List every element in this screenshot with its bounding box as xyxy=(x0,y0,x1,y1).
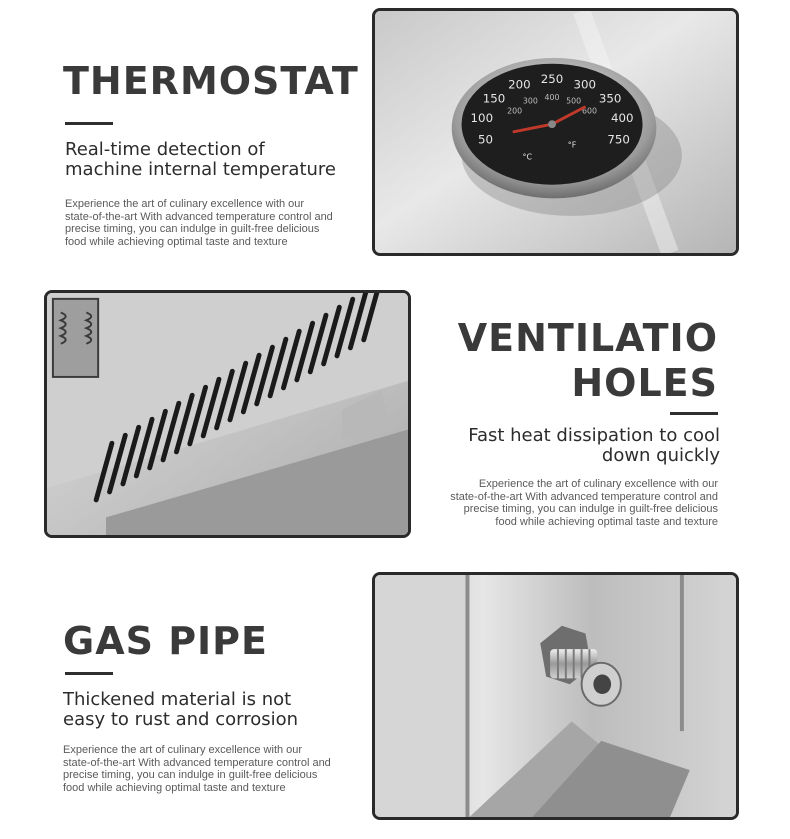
gauge-inner-label: 400 xyxy=(544,92,560,102)
gas-pipe-description: Experience the art of culinary excellence with our state-of-the-art With advanced temperature control and precise timing, you can indulge in guilt-free delicious food while achieving optimal taste and texture xyxy=(63,744,331,794)
gauge-inner-label: 200 xyxy=(507,106,523,116)
gauge-unit-f: °F xyxy=(567,140,577,150)
gauge-inner-label: 300 xyxy=(522,96,538,106)
gas-pipe-divider xyxy=(65,672,113,675)
gauge-label: 200 xyxy=(508,77,531,92)
gas-pipe-fitting-photo xyxy=(372,572,739,820)
ventilation-divider xyxy=(670,412,718,415)
gauge-label: 150 xyxy=(482,91,506,106)
gauge-unit-c: °C xyxy=(522,152,532,162)
gauge-label: 100 xyxy=(470,111,494,126)
gauge-label: 250 xyxy=(540,72,564,87)
ventilation-title-line1: VENTILATIO xyxy=(457,316,718,360)
gauge-label: 300 xyxy=(573,77,596,92)
gauge-inner-label: 600 xyxy=(582,106,598,116)
gauge-label: 400 xyxy=(611,111,634,126)
gas-pipe-title: GAS PIPE xyxy=(63,619,268,663)
thermometer-gauge-photo xyxy=(372,8,739,256)
gauge-label: 350 xyxy=(598,91,622,106)
thermostat-divider xyxy=(65,122,113,125)
thermostat-section xyxy=(0,0,790,270)
ventilation-description: Experience the art of culinary excellence with our state-of-the-art With advanced temperature control and precise timing, you can indulge in guilt-free delicious food while achieving optimal taste and texture xyxy=(450,478,718,528)
gas-pipe-section xyxy=(0,560,790,839)
gauge-label: 750 xyxy=(607,132,630,147)
gas-pipe-subtitle: Thickened material is not easy to rust and corrosion xyxy=(63,689,299,730)
gauge-inner-label: 500 xyxy=(566,96,582,106)
thermostat-description: Experience the art of culinary excellence with our state-of-the-art With advanced temperature control and precise timing, you can indulge in guilt-free delicious food while achieving optimal taste and texture xyxy=(65,198,333,248)
ventilation-title-line2: HOLES xyxy=(571,361,718,405)
ventilation-slots-photo xyxy=(44,290,411,538)
spring-clip xyxy=(53,299,98,377)
gauge-label: 50 xyxy=(477,132,493,147)
thermostat-subtitle: Real-time detection of machine internal temperature xyxy=(65,139,337,180)
thermostat-title: THERMOSTAT xyxy=(63,59,359,103)
ventilation-section xyxy=(0,270,790,560)
ventilation-subtitle: Fast heat dissipation to cool down quickly xyxy=(468,425,720,466)
